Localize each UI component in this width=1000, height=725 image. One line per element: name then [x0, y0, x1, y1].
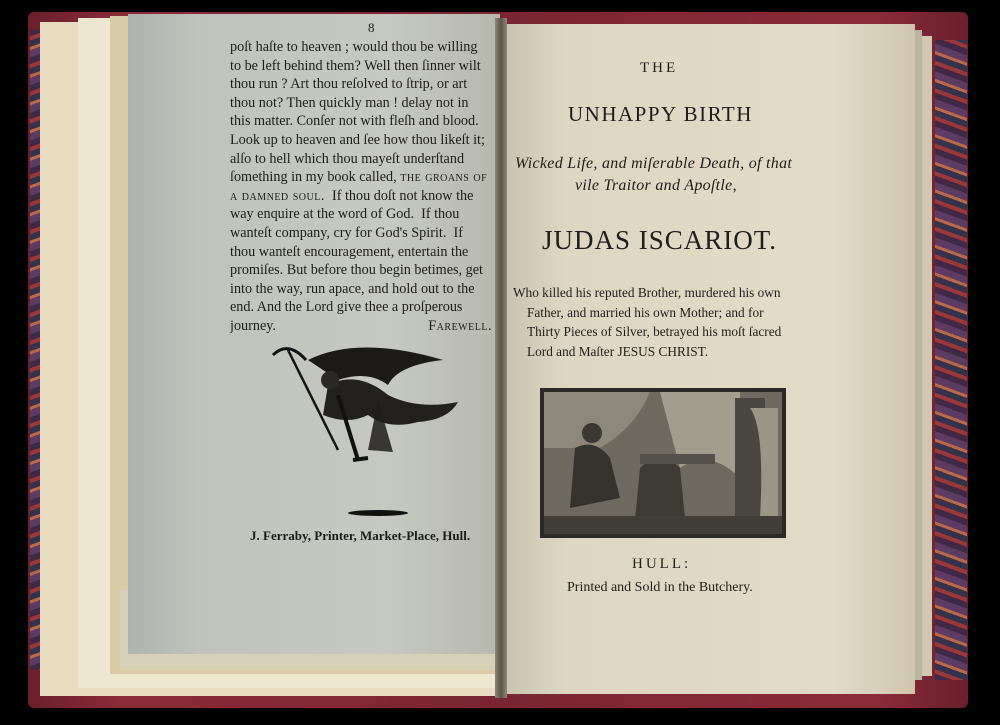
text-line: end. And the Lord give thee a proſperous	[230, 299, 463, 316]
text-line	[230, 205, 498, 224]
title-judas-iscariot: JUDAS ISCARIOT.	[542, 225, 778, 255]
text-line: thou wanteſt encouragement, entertain the	[230, 243, 469, 260]
left-page-text	[230, 38, 498, 336]
description-line: Father, and married his own Mother; and for	[527, 304, 764, 320]
text-line: thou not? Then quickly man ! delay not in	[230, 94, 469, 111]
title-description	[513, 283, 833, 361]
text-line: poſt haſte to heaven ; would thou be willing	[230, 39, 478, 55]
marbled-endpaper-right	[935, 40, 967, 680]
text-fragment: journey.	[230, 317, 276, 334]
description-line: Thirty Pieces of Silver, betrayed his moſt ſacred	[527, 324, 782, 339]
page-number: 8	[368, 20, 375, 35]
text-fragment: If thou doſt not know the	[331, 187, 474, 204]
subtitle-line-2: vile Traitor and Apoſtle,	[575, 177, 737, 194]
imprint-place: HULL:	[632, 556, 692, 572]
text-line	[230, 317, 492, 336]
kneeling-figure-woodcut	[540, 388, 786, 538]
text-line: promiſes. But before thou begin betimes, get	[230, 262, 483, 279]
title-unhappy-birth: UNHAPPY BIRTH	[568, 102, 753, 126]
ornament-rule	[348, 510, 408, 516]
death-angel-woodcut	[268, 340, 468, 470]
imprint-printed-sold: Printed and Sold in the Butchery.	[567, 580, 753, 595]
text-line	[230, 224, 498, 243]
subtitle-line-1: Wicked Life, and miſerable Death, of that	[515, 155, 793, 172]
text-fragment: wanteſt company, cry for God's Spirit.	[230, 224, 447, 241]
text-line: Look up to heaven and ſee how thou likeſt it;	[230, 131, 485, 148]
text-line: alſo to hell which thou mayeſt underſtand	[230, 150, 465, 167]
text-fragment: way enquire at the word of God.	[230, 206, 414, 223]
text-line: into the way, run apace, and hold out to the	[230, 280, 475, 297]
description-line: Who killed his reputed Brother, murdered his own	[513, 285, 781, 300]
printer-imprint: J. Ferraby, Printer, Market-Place, Hull.	[250, 528, 471, 543]
text-line: this matter. Conſer not with fleſh and blood.	[230, 113, 479, 130]
text-line: thou run ? Art thou reſolved to ſtrip, or art	[230, 76, 468, 93]
text-fragment: If thou	[421, 206, 460, 223]
farewell-text: Farewell.	[428, 317, 492, 334]
book-title-groans: the groans of	[400, 169, 488, 186]
description-line: Lord and Maſter JESUS CHRIST.	[527, 343, 709, 359]
text-line: to be left behind them? Well then ſinner wilt	[230, 57, 481, 74]
title-the: THE	[640, 60, 679, 76]
book-title-soul: a damned soul.	[230, 187, 325, 204]
text-line	[230, 168, 498, 187]
text-line	[230, 187, 498, 206]
text-fragment: ſomething in my book called,	[230, 169, 397, 186]
text-fragment: If	[453, 224, 463, 241]
